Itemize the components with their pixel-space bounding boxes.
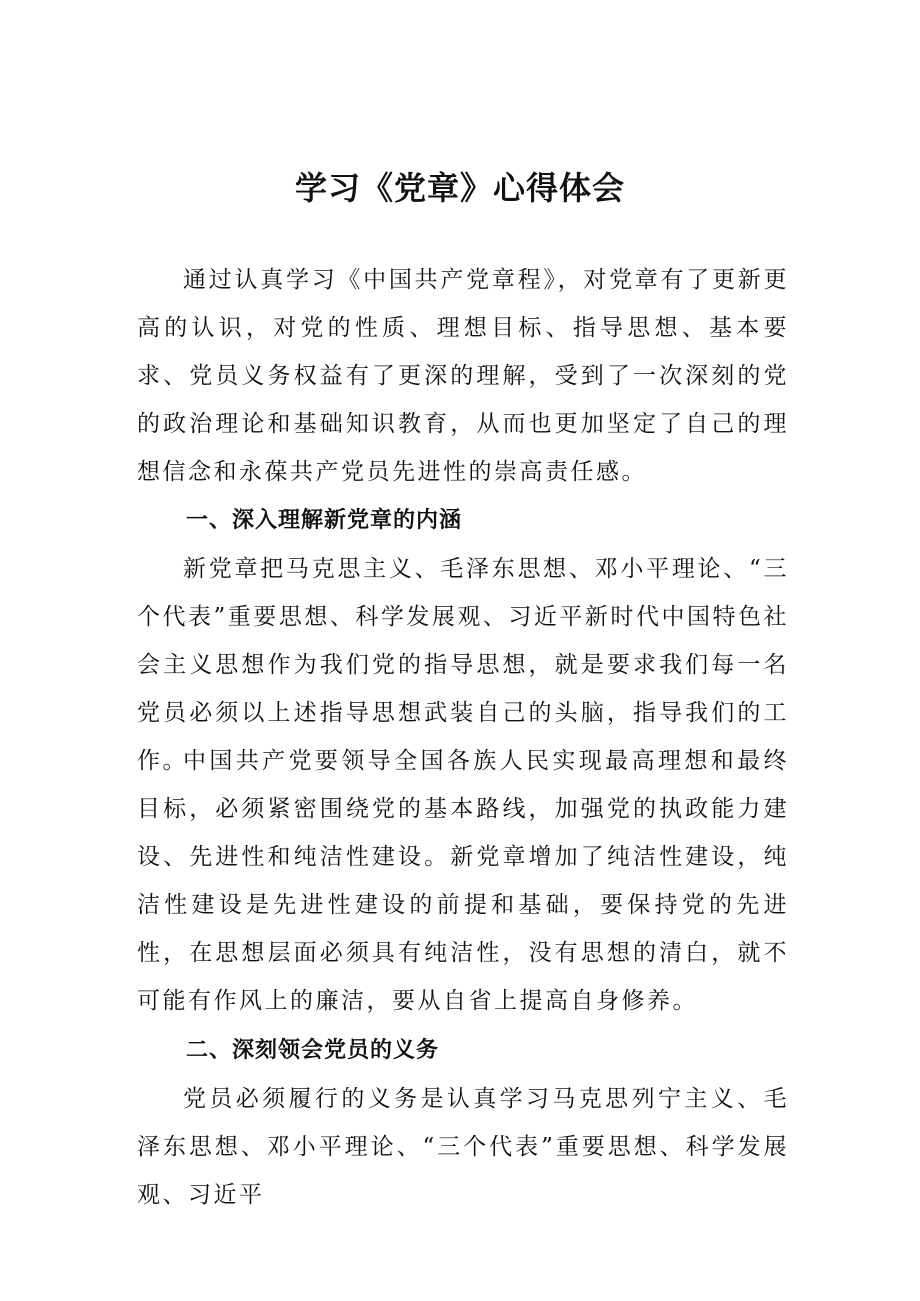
paragraph-member-duties: 党员必须履行的义务是认真学习马克思列宁主义、毛泽东思想、邓小平理论、“三个代表”重要思想、科学发展观、习近平 — [137, 1086, 789, 1208]
section-heading-1: 一、深入理解新党章的内涵 — [186, 508, 463, 533]
document-title: 学习《党章》心得体会 — [294, 169, 625, 207]
paragraph-guiding-thought: 新党章把马克思主义、毛泽东思想、邓小平理论、“三个代表”重要思想、科学发展观、习近平新时代中国特色社会主义思想作为我们党的指导思想，就是要求我们每一名党员必须以上述指导思想武装自己的头脑，指导我们的工作。 — [137, 556, 789, 774]
section-heading-2: 二、深刻领会党员的义务 — [186, 1038, 440, 1063]
paragraph-intro: 通过认真学习《中国共产党章程》，对党章有了更新更高的认识，对党的性质、理想目标、指导思想、基本要求、党员义务权益有了更深的理解，受到了一次深刻的党的政治理论和基础知识教育，从而也更加坚定了自己的理想信念和永葆共产党员先进性的崇高责任感。 — [137, 267, 789, 485]
paragraph-purity-building: 中国共产党要领导全国各族人民实现最高理想和最终目标，必须紧密围绕党的基本路线，加强党的执政能力建设、先进性和纯洁性建设。新党章增加了纯洁性建设，纯洁性建设是先进性建设的前提和基础，要保持党的先进性，在思想层面必须具有纯洁性，没有思想的清白，就不可能有作风上的廉洁，要从自省上提高自身修养。 — [137, 748, 789, 1014]
